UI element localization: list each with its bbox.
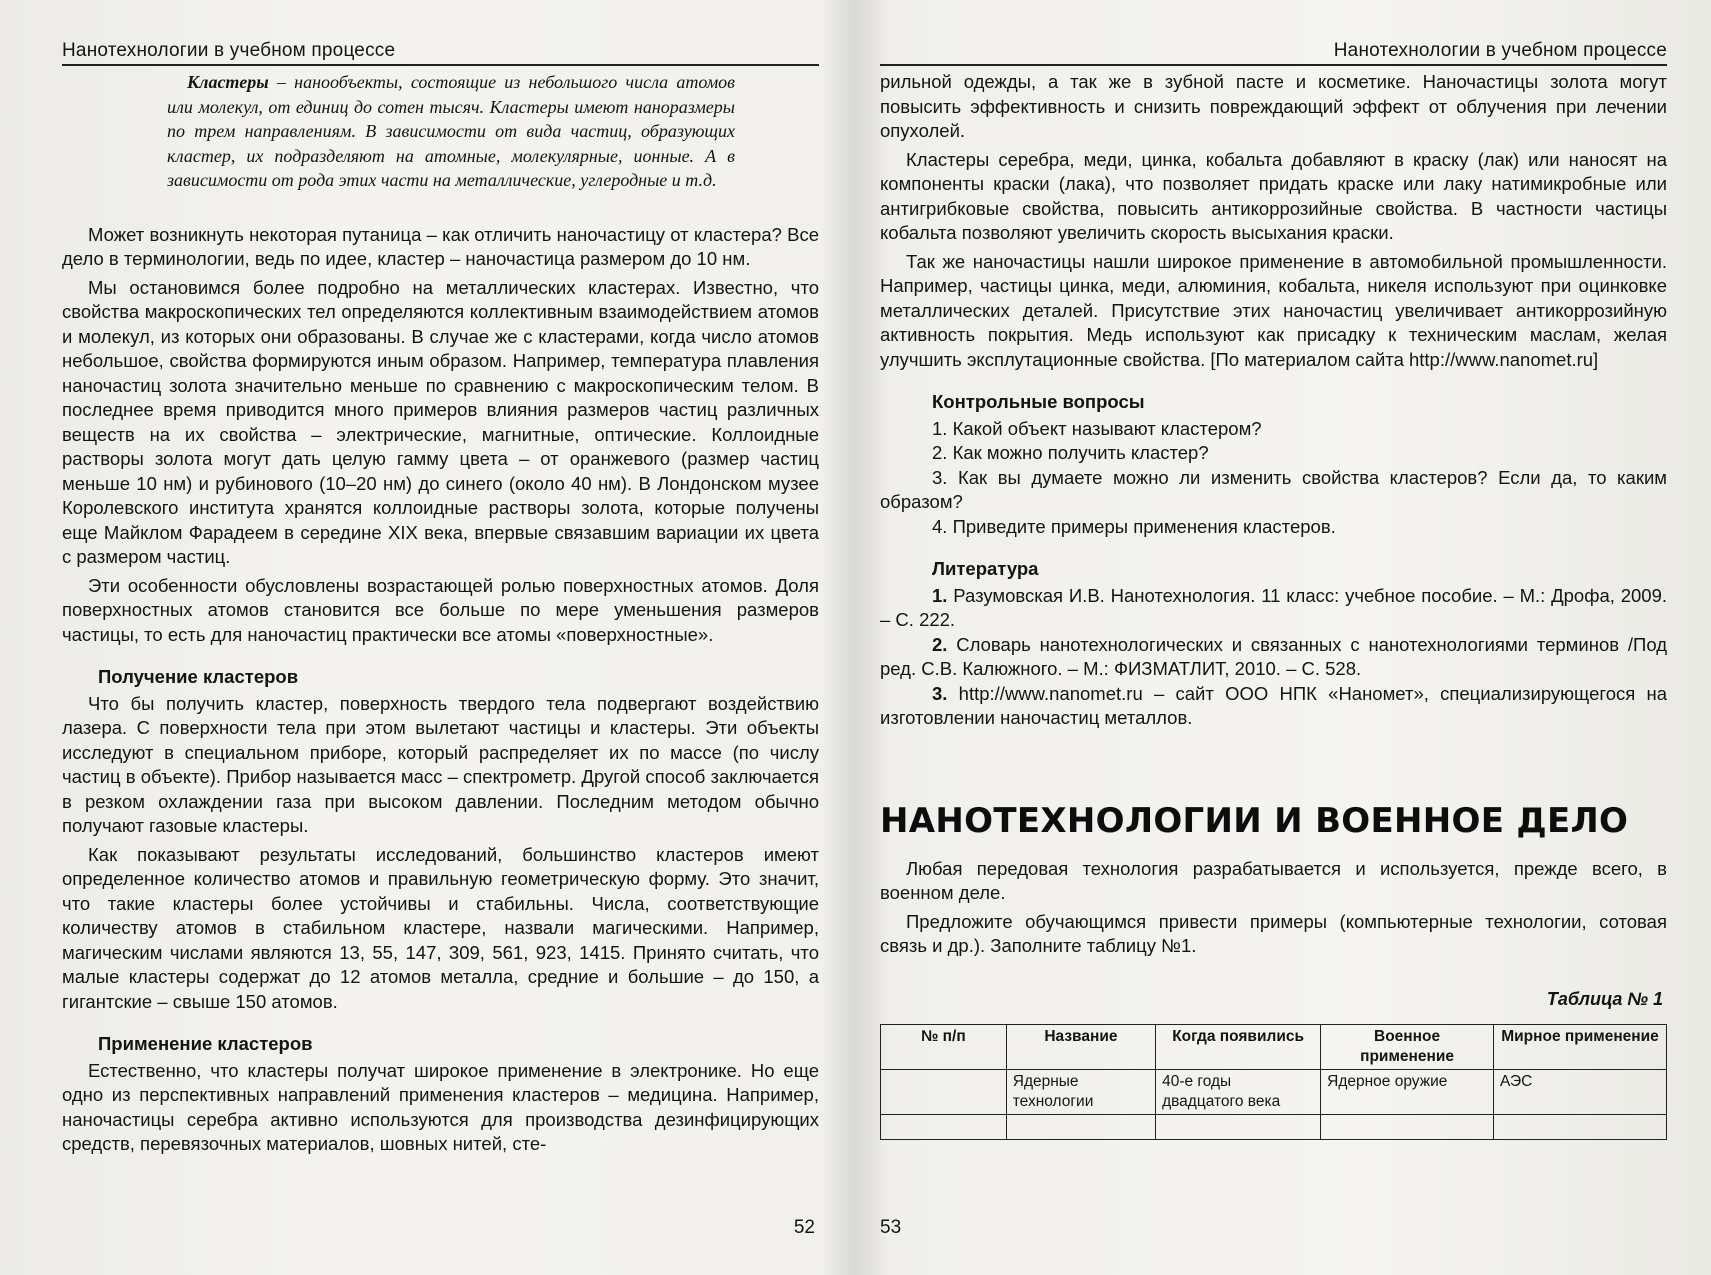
paragraph: Эти особенности обусловлены возрастающей ролью поверхностных атомов. Доля поверхностных атомов становится все больше по мере уменьшения размеров частицы, то есть для наночастиц практически все атомы «поверхностные». xyxy=(62,574,819,645)
definition-term: Кластеры xyxy=(187,72,269,92)
section-heading-obtaining: Получение кластеров xyxy=(98,666,299,687)
literature-item xyxy=(880,584,1667,633)
section-heading-questions: Контрольные вопросы xyxy=(932,391,1145,412)
table-header-cell: № п/п xyxy=(881,1024,1007,1069)
running-head: Нанотехнологии в учебном процессе xyxy=(62,40,819,66)
right-page xyxy=(856,0,1711,1275)
paragraph: Что бы получить кластер, поверхность твердого тела подвергают воздействию лазера. С поверхности тела при этом вылетают частицы и кластеры. Эти объекты исследуют в специальном приборе, который распределяет их по массе (по числу частиц в объекте). Прибор называется масс – спектрометр. Другой способ заключается в резком охлаждении газа при высоком давлении. Последним методом обычно получают газовые кластеры. xyxy=(62,692,819,836)
table-cell: Ядерные технологии xyxy=(1006,1069,1155,1114)
literature-text: Разумовская И.В. Нанотехнология. 11 класс: учебное пособие. – М.: Дрофа, 2009. – С. 222. xyxy=(880,584,1667,630)
list-item: 4. Приведите примеры применения кластеров. xyxy=(932,515,1336,537)
military-table xyxy=(880,1024,1667,1140)
list-item: 3. Как вы думаете можно ли изменить свойства кластеров? Если да, то каким образом? xyxy=(880,466,1667,512)
table-caption: Таблица № 1 xyxy=(1546,988,1663,1009)
table-cell xyxy=(881,1069,1007,1114)
paragraph: Как показывают результаты исследований, большинство кластеров имеют определенное количество атомов и правильную геометрическую форму. Это значит, что такие кластеры более устойчивы и стабильны. Числа, соответствующие количеству атомов в стабильном кластере, назвали магическими. Например, магическим числами являются 13, 55, 147, 309, 561, 923, 1415. Принято считать, что малые кластеры содержат до 12 атомов металла, средние и большие – до 150, а гигантские – свыше 150 атомов. xyxy=(62,843,819,1012)
paragraph: Может возникнуть некоторая путаница – как отличить наночастицу от кластера? Все дело в терминологии, ведь по идее, кластер – наночастица размером до 10 нм. xyxy=(62,223,819,269)
paragraph: Мы остановимся более подробно на металлических кластерах. Известно, что свойства макроскопических тел определяются коллективным взаимодействием атомов и молекул, из которых они образованы. В случае же с кластерами, когда число атомов небольшое, свойства формируются иным образом. Например, температура плавления наночастиц золота значительно меньше по сравнению с макроскопическим телом. В последнее время приводится много примеров влияния размеров частиц различных веществ на их свойства – электрические, магнитные, оптические. Коллоидные растворы золота могут дать целую гамму цвета – от оранжевого (размер частиц меньше 10 нм) и рубинового (10–20 нм) до синего (около 40 нм). В Лондонском музее Королевского института хранятся коллоидные растворы золота, которые получены еще Майклом Фарадеем в середине XIX века, впервые связавшим вариации их цвета с размером частиц. xyxy=(62,276,819,567)
literature-text: http://www.nanomet.ru – сайт ООО НПК «Наномет», специализирующегося на изготовлении наночастиц металлов. xyxy=(880,682,1667,728)
left-page xyxy=(0,0,855,1275)
section-heading-application: Применение кластеров xyxy=(98,1033,313,1054)
literature-number: 2. xyxy=(932,633,948,655)
running-head: Нанотехнологии в учебном процессе xyxy=(880,40,1667,66)
paragraph: Любая передовая технология разрабатывается и используется, прежде всего, в военном деле. xyxy=(880,857,1667,903)
section-heading-literature: Литература xyxy=(932,558,1039,579)
table-row xyxy=(881,1114,1667,1139)
paragraph: рильной одежды, а так же в зубной пасте и косметике. Наночастицы золота могут повысить эффективность и снизить повреждающий эффект от облучения при лечении опухолей. xyxy=(880,71,1667,141)
cluster-definition xyxy=(167,70,735,193)
page-number: 52 xyxy=(793,1217,815,1238)
table-cell xyxy=(1321,1114,1494,1139)
paragraph: Кластеры серебра, меди, цинка, кобальта добавляют в краску (лак) или наносят на компоненты краски (лака), что позволяет придать краске или лаку натимикробные или антигрибковые свойства, повысить антикоррозийные свойства. В частности частицы кобальта позволяют увеличить скорость высыхания краски. xyxy=(880,148,1667,243)
table-cell xyxy=(1156,1114,1321,1139)
table-cell xyxy=(1494,1114,1667,1139)
definition-text: – нанообъекты, состоящие из небольшого числа атомов или молекул, от единиц до сотен тысяч. Кластеры имеют наноразмеры по трем направлениям. В зависимости от вида частиц, образующих кластер, их подразделяют на атомные, молекулярные, ионные. А в зависимости от рода этих части на металлические, углеродные и т.д. xyxy=(167,72,735,190)
table-cell: 40-е годы двадцатого века xyxy=(1156,1069,1321,1114)
table-cell: АЭС xyxy=(1494,1069,1667,1114)
list-item: 2. Как можно получить кластер? xyxy=(932,442,1209,463)
literature-item xyxy=(880,633,1667,682)
table-row xyxy=(881,1069,1667,1114)
list-item: 1. Какой объект называют кластером? xyxy=(932,417,1262,439)
table-header-row xyxy=(881,1024,1667,1069)
literature-text: Словарь нанотехнологических и связанных с нанотехнологиями терминов /Под ред. С.В. Калюжного. – М.: ФИЗМАТЛИТ, 2010. – С. 528. xyxy=(880,633,1667,679)
paragraph: Естественно, что кластеры получат широкое применение в электронике. Но еще одно из перспективных направлений применения кластеров – медицина. Например, наночастицы серебра активно используются для производства дезинфицирующих средств, перевязочных материалов, шовных нитей, сте- xyxy=(62,1059,819,1154)
table-cell xyxy=(1006,1114,1155,1139)
table-header-cell: Название xyxy=(1006,1024,1155,1069)
paragraph: Так же наночастицы нашли широкое применение в автомобильной промышленности. Например, частицы цинка, меди, алюминия, кобальта, никеля используют при оцинковке металлических деталей. Присутствие этих наночастиц увеличивает антикоррозийную активность покрытия. Медь используют как присадку к техническим маслам, желая улучшить эксплутационные свойства. [По материалом сайта http://www.nanomet.ru] xyxy=(880,250,1667,370)
literature-number: 3. xyxy=(932,682,948,704)
literature-number: 1. xyxy=(932,584,948,606)
table-header-cell: Когда появились xyxy=(1156,1024,1321,1069)
questions-list xyxy=(880,417,1667,540)
table-header-cell: Военное применение xyxy=(1321,1024,1494,1069)
table-cell xyxy=(881,1114,1007,1139)
page-number: 53 xyxy=(880,1217,902,1238)
literature-item xyxy=(880,682,1667,731)
table-header-cell: Мирное применение xyxy=(1494,1024,1667,1069)
section-title-military: НАНОТЕХНОЛОГИИ И ВОЕННОЕ ДЕЛО xyxy=(880,800,1629,841)
table-cell: Ядерное оружие xyxy=(1321,1069,1494,1114)
paragraph: Предложите обучающимся привести примеры (компьютерные технологии, сотовая связь и др.). Заполните таблицу №1. xyxy=(880,910,1667,956)
